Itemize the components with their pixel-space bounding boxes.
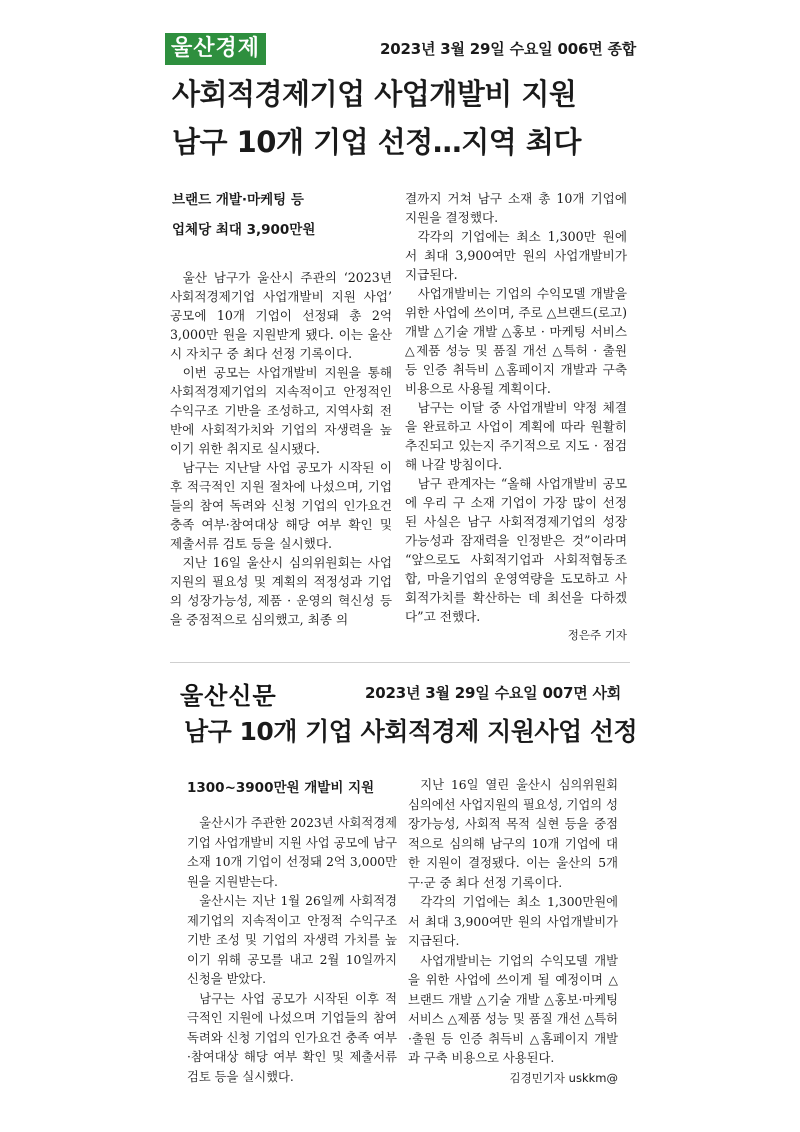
- body-paragraph: 남구는 지난달 사업 공모가 시작된 이후 적극적인 지원 절차에 나섰으며, 기업들의 참여 독려와 신청 기업의 인가요건 충족 여부·참여대상 해당 여부 확인 및 제출서류 검토 등을 실시했다.: [170, 460, 392, 551]
- body-paragraph: 이번 공모는 사업개발비 지원을 통해 사회적경제기업의 지속적이고 안정적인 수익구조 기반을 조성하고, 지역사회 전반에 사회적가치와 기업의 자생력을 높이기 위한 취지로 실시됐다.: [170, 365, 392, 456]
- body-paragraph: 남구 관계자는 “올해 사업개발비 공모에 우리 구 소재 기업이 가장 많이 선정된 사실은 남구 사회적경제기업의 성장가능성과 잠재력을 인정받은 것”이라며 “앞으로도 사회적기업과 사회적협동조합, 마을기업의 운영역량을 도모하고 사회적가치를 확산하는 데 최선을 다하겠다”고 전했다.: [405, 476, 627, 624]
- section-divider: [170, 662, 630, 663]
- publication-logo-ulsan-shinmun: 울산신문: [180, 682, 277, 710]
- dateline: 2023년 3월 29일 수요일 007면 사회: [365, 684, 622, 702]
- body-paragraph-continuation: 결까지 거쳐 남구 소재 총 10개 기업에 지원을 결정했다.: [405, 191, 627, 225]
- subheadline-line-2: 업체당 최대 3,900만원: [172, 222, 316, 238]
- headline-line-1: 사회적경제기업 사업개발비 지원: [172, 77, 577, 111]
- headline-line-2: 남구 10개 기업 선정…지역 최다: [172, 125, 581, 159]
- dateline: 2023년 3월 29일 수요일 006면 종합: [380, 40, 637, 58]
- body-paragraph: 울산시는 지난 1월 26일께 사회적경제기업의 지속적이고 안정적 수익구조 기반 조성 및 기업의 자생력 가치를 높이기 위해 공모를 내고 2월 10일까지 신청을 받았다.: [187, 894, 397, 986]
- body-paragraph: 사업개발비는 기업의 수익모델 개발을 위한 사업에 쓰이게 될 예정이며 △브랜드 개발 △기술 개발 △홍보·마케팅 서비스 △제품 성능 및 품질 개선 △특허·출원 등 인증 취득비 △홈페이지 개발과 구축 비용으로 사용된다.: [408, 953, 618, 1065]
- byline: 김경민기자 uskkm@: [509, 1070, 618, 1085]
- publication-logo-ulsan-economy: 울산경제: [165, 33, 266, 65]
- body-paragraph: 각각의 기업에는 최소 1,300만 원에서 최대 3,900여만 원의 사업개발비가 지급된다.: [405, 229, 627, 282]
- body-paragraph: 남구는 사업 공모가 시작된 이후 적극적인 지원에 나섰으며 기업들의 참여 독려와 신청 기업의 인가요건 충족 여부·참여대상 해당 여부 확인 및 제출서류 검토 등을 실시했다.: [187, 991, 397, 1084]
- body-paragraph: 각각의 기업에는 최소 1,300만원에서 최대 3,900여만 원의 사업개발비가 지급된다.: [408, 895, 618, 948]
- subheadline: 1300~3900만원 개발비 지원: [187, 780, 375, 796]
- body-paragraph: 남구는 이달 중 사업개발비 약정 체결을 완료하고 사업이 계획에 따라 원활히 추진되고 있는지 주기적으로 지도 · 점검해 나갈 방침이다.: [405, 400, 627, 472]
- article-body-left-column: [187, 814, 397, 1087]
- body-paragraph: 지난 16일 열린 울산시 심의위원회 심의에선 사업지원의 필요성, 기업의 성장가능성, 사회적 목적 실현 등을 중점적으로 심의해 남구의 10개 기업에 대한 지원이 결정됐다. 이는 울산의 5개 구·군 중 최다 선정 기록이다.: [408, 778, 618, 890]
- article-body-right-column: [408, 776, 618, 1088]
- subheadline-line-1: 브랜드 개발·마케팅 등: [172, 192, 304, 208]
- headline: 남구 10개 기업 사회적경제 지원사업 선정: [184, 717, 638, 746]
- body-paragraph: 사업개발비는 기업의 수익모델 개발을 위한 사업에 쓰이며, 주로 △브랜드(로고) 개발 △기술 개발 △홍보 · 마케팅 서비스 △제품 성능 및 품질 개선 △특허 · 출원 등 인증 취득비 △홈페이지 개발과 구축 비용으로 사용될 계획이다.: [405, 286, 628, 396]
- byline: 정은주 기자: [567, 628, 627, 642]
- article-body-right-column: [405, 189, 627, 645]
- article-body-left-column: [170, 268, 392, 629]
- body-paragraph: 울산시가 주관한 2023년 사회적경제기업 사업개발비 지원 사업 공모에 남구 소재 10개 기업이 선정돼 2억 3,000만원을 지원받는다.: [187, 816, 397, 889]
- body-paragraph: 울산 남구가 울산시 주관의 ‘2023년 사회적경제기업 사업개발비 지원 사업’ 공모에 10개 기업이 선정돼 총 2억 3,000만 원을 지원받게 됐다. 이는 울산시 자치구 중 최다 선정 기록이다.: [170, 270, 392, 361]
- body-paragraph: 지난 16일 울산시 심의위원회는 사업지원의 필요성 및 계획의 적정성과 기업의 성장가능성, 제품 · 운영의 혁신성 등을 중점적으로 심의했고, 최종 의: [170, 555, 392, 627]
